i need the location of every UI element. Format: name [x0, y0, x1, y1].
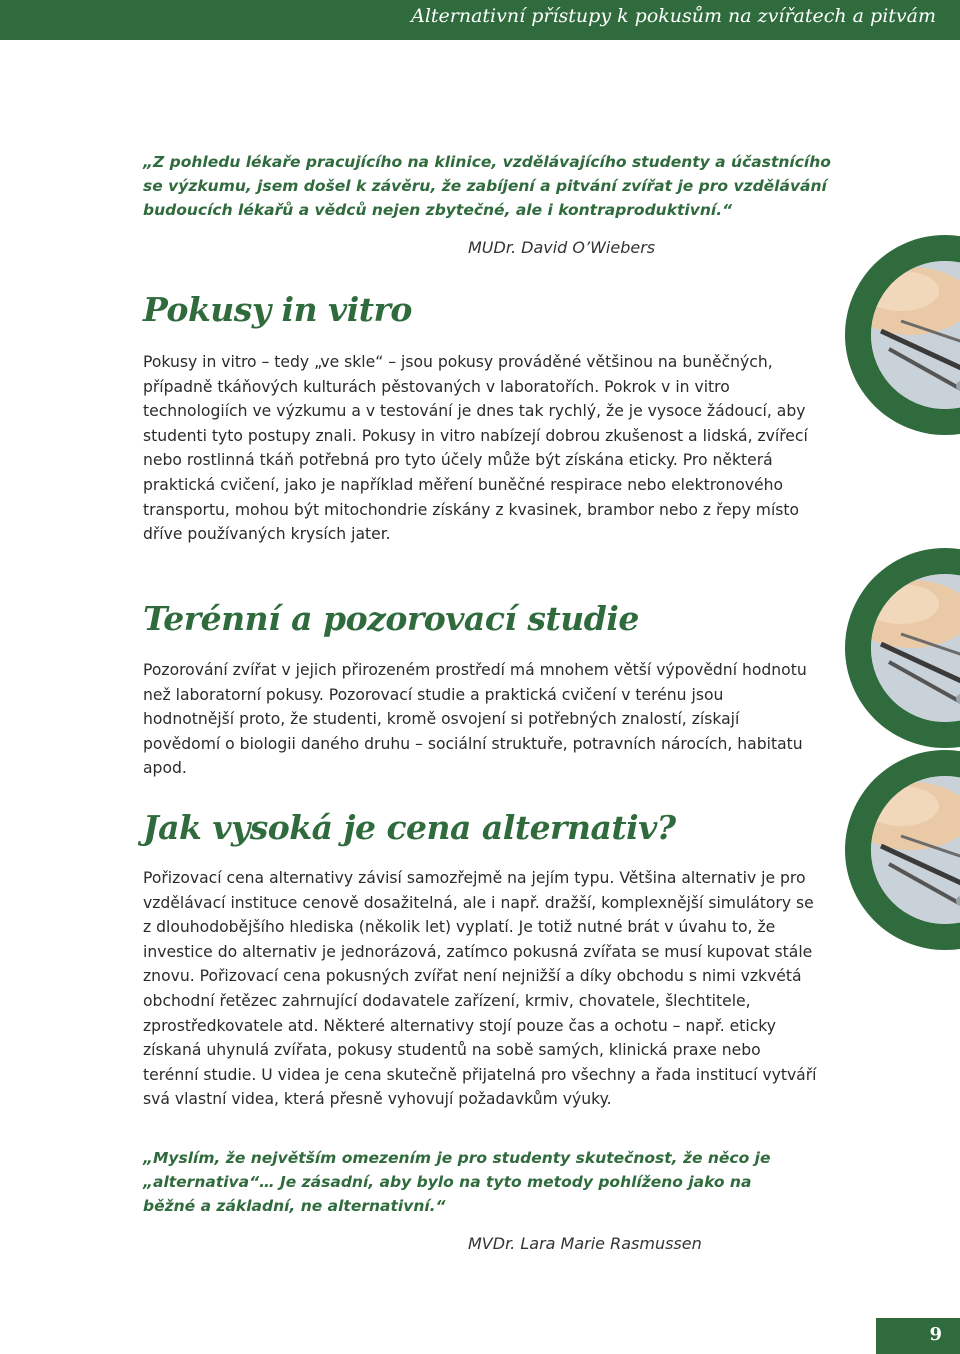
section-text-field-studies: Pozorování zvířat v jejich přirozeném prostředí má mnohem větší výpovědní hodnotu než laboratorní pokusy. Pozorovací studie a praktická cvičení v terénu jsou hodnotnější proto, že studenti, kromě osvojení si potřebných znalostí, získají povědomí o biologii daného druhu – sociální struktuře, potravních nárocích, habitatu apod. — [143, 661, 807, 778]
running-header-title: Alternativní přístupy k pokusům na zvířatech a pitvám — [411, 5, 936, 27]
section-heading-in-vitro: Pokusy in vitro — [143, 290, 412, 329]
section-heading-cost: Jak vysoká je cena alternativ? — [143, 808, 676, 847]
surgical-instruments-photo-icon — [871, 574, 960, 722]
decorative-circle-1 — [845, 235, 960, 435]
surgical-instruments-photo-icon — [871, 261, 960, 409]
decorative-circle-3 — [845, 750, 960, 950]
closing-quote: „Myslím, že největším omezením je pro studenty skutečnost, že něco je „alternativa“… Je zásadní, aby bylo na tyto metody pohlíženo jako na běžné a základní, ne alternativní.“ — [143, 1149, 771, 1215]
decorative-circle-2 — [845, 548, 960, 748]
opening-quote: „Z pohledu lékaře pracujícího na klinice, vzdělávajícího studenty a účastnícího se výzkumu, jsem došel k závěru, že zabíjení a pitvání zvířat je pro vzdělávání budoucích lékařů a vědců nejen zbytečné, ale i kontraproduktivní.“ — [143, 153, 831, 219]
section-heading-field-studies: Terénní a pozorovací studie — [143, 599, 639, 638]
section-text-in-vitro: Pokusy in vitro – tedy „ve skle“ – jsou pokusy prováděné většinou na buněčných, případně tkáňových kulturách pěstovaných v laboratořích. Pokrok v in vitro technologiích ve výzkumu a v testování je dnes tak rychlý, že je vysoce žádoucí, aby studenti tyto postupy znali. Pokusy in vitro nabízejí dobrou zkušenost a lidská, zvířecí nebo rostlinná tkáň potřebná pro tyto účely může být získána eticky. Pro některá praktická cvičení, jako je například měření buněčné respirace nebo elektronového transportu, mohou být mitochondrie získány z kvasinek, brambor nebo z řepy místo dříve používaných krysích jater. — [143, 353, 808, 544]
page-number-box — [876, 1318, 960, 1354]
closing-quote-author: MVDr. Lara Marie Rasmussen — [468, 1234, 702, 1253]
opening-quote-author: MUDr. David O’Wiebers — [468, 238, 656, 257]
page-number: 9 — [929, 1324, 942, 1345]
section-text-cost: Pořizovací cena alternativy závisí samozřejmě na jejím typu. Většina alternativ je pro vzdělávací instituce cenově dosažitelná, ale i např. dražší, komplexnější simulátory se z dlouhodobějšího hlediska (několik let) vyplatí. Je totiž nutné brát v úvahu to, že investice do alternativ je jednorázová, zatímco pokusná zvířata se musí kupovat stále znovu. Pořizovací cena pokusných zvířat není nejnižší a díky obchodu s nimi vzkvétá obchodní řetězec zahrnující dodavatele zařízení, krmiv, chovatele, šlechtitele, zprostředkovatele atd. Některé alternativy stojí pouze čas a ochotu – např. eticky získaná uhynulá zvířata, pokusy studentů na sobě samých, klinická praxe nebo terénní studie. U videa je cena skutečně přijatelná pro všechny a řada institucí vytváří svá vlastní videa, která přesně vyhovují požadavkům výuky. — [143, 869, 817, 1109]
surgical-instruments-photo-icon — [871, 776, 960, 924]
header-band — [0, 0, 960, 40]
